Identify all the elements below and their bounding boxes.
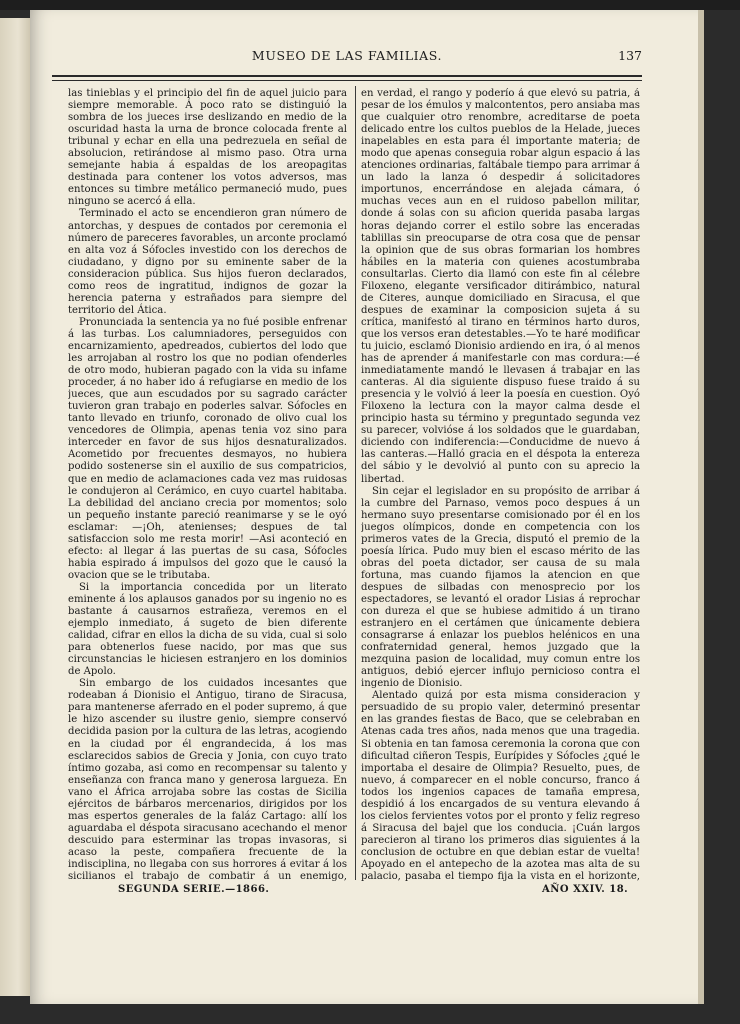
running-header — [52, 48, 642, 68]
page-number: 137 — [618, 48, 642, 63]
header-rule-thick — [52, 75, 642, 77]
paragraph: Pronunciada la sentencia ya no fué posible enfrenar á las turbas. Los calumniadores, perseguidos con encarnizamiento, apedreados, cubiertos del lodo que les arrojaban al rostro los que no podian ofenderles de otro modo, hubieran pagado con la vida su infame proceder, á no haber ido á refugiarse en medio de los jueces, que aun escudados por su sagrado carácter tuvieron gran trabajo en poderles salvar. Sófocles en tanto llevado en triunfo, coronado de olivo cual los vencedores de Olimpia, apenas tenia voz sino para interceder en favor de sus hijos desnaturalizados. Acometido por frecuentes desmayos, no hubiera podido sostenerse sin el auxilio de sus compatricios, que en medio de aclamaciones cada vez mas ruidosas le condujeron al Cerámico, en cuyo cuartel habitaba. La debilidad del anciano crecia por momentos; solo un pequeño instante pareció reanimarse y se le oyó esclamar: —¡Oh, atenienses; despues de tal satisfaccion solo me resta morir! —Asi aconteció en efecto: al llegar á las puertas de su casa, Sófocles habia espirado á impulsos del gozo que le causó la ovacion que se le tributaba. — [68, 316, 347, 581]
text-column-right — [361, 88, 640, 882]
paragraph: Alentado quizá por esta misma consideracion y persuadido de su propio valer, determinó presentar en las grandes fiestas de Baco, que se celebraban en Atenas cada tres años, nada menos que una tragedia. Si obtenia en tan famosa ceremonia la corona que con dificultad ciñeron Tespis, Eurípides y Sófocles ¿qué le importaba el desaire de Olimpia? Resuelto, pues, de nuevo, á comparecer en el noble concurso, franco á todos los ingenios capaces de tamaña empresa, despidió á los encargados de su ventura elevando á los cielos fervientes votos por el pronto y feliz regreso á Siracusa del bajel que los conducia. ¡Cuán largos parecieron al tirano los primeros dias siguientes á la conclusion de octubre en que debian estar de vuelta! Apoyado en el antepecho de la azotea mas alta de su palacio, pasaba el tiempo fija la vista en el horizonte, — [361, 690, 640, 882]
paragraph: Sin cejar el legislador en su propósito de arribar á la cumbre del Parnaso, vemos poco despues á un hermano suyo presentarse comisionado por él en los juegos olímpicos, donde en competencia con los primeros vates de la Grecia, disputó el premio de la poesía lírica. Pudo muy bien el escaso mérito de las obras del poeta dictador, ser causa de su mala fortuna, mas cuando fijamos la atencion en que despues de silbadas con menosprecio por los espectadores, se levantó el orador Lisias á reprochar con dureza el que se hubiese admitido á un tirano estranjero en el certámen que únicamente debiera consagrarse á enlazar los pueblos helénicos en una confraternidad general, hemos juzgado que la mezquina pasion de localidad, muy comun entre los antiguos, debió ejercer influjo pernicioso contra el ingenio de Dionisio. — [361, 485, 640, 690]
header-rule-thin — [52, 80, 642, 81]
footer-series: SEGUNDA SERIE.—1866. — [118, 884, 270, 895]
column-divider — [355, 86, 356, 880]
paragraph: Terminado el acto se encendieron gran número de antorchas, y despues de contados por ceremonia el número de pareceres favorables, un arconte proclamó en alta voz á Sófocles investido con los derechos de ciudadano, y digno por su eminente saber de la consideracion pública. Sus hijos fueron declarados, como reos de ingratitud, indignos de gozar la herencia paterna y estrañados para siempre del territorio del Ática. — [68, 208, 347, 316]
paragraph: Si la importancia concedida por un literato eminente á los aplausos ganados por su ingenio no es bastante á causarnos estrañeza, veremos en el ejemplo inmediato, á sugeto de bien diferente calidad, cifrar en ellos la dicha de su vida, cual si solo para obtenerlos fuese nacido, por mas que sus circunstancias le hiciesen estranjero en los dominios de Apolo. — [68, 581, 347, 678]
paragraph: las tinieblas y el principio del fin de aquel juicio para siempre memorable. Á poco rato se distinguió la sombra de los jueces irse deslizando en medio de la oscuridad hasta la urna de bronce colocada frente al tribunal y echar en ella una pedrezuela en señal de absolucion, retirándose al mismo paso. Otra urna semejante habia á espaldas de los areopagitas destinada para contener los votos adversos, mas entonces su timbre metálico permaneció mudo, pues ninguno se acercó á ella. — [68, 88, 347, 208]
page-right-edge — [698, 10, 704, 1004]
facing-page-edge — [0, 18, 31, 996]
page-title: MUSEO DE LAS FAMILIAS. — [251, 48, 443, 63]
paragraph: Sin embargo de los cuidados incesantes que rodeaban á Dionisio el Antiguo, tirano de Siracusa, para mantenerse aferrado en el poder supremo, á que le hizo ascender su ilustre genio, siempre conservó decidida pasion por la cultura de las letras, acogiendo en la ciudad por él engrandecida, á los mas esclarecidos sabios de Grecia y Jonia, con cuyo trato íntimo gozaba, asi como en recompensar su talento y enseñanza con franca mano y generosa largueza. En vano el África arrojaba sobre las costas de Sicilia ejércitos de bárbaros mercenarios, dirigidos por los mas espertos generales de la faláz Cartago: allí los aguardaba el déspota siracusano acechando el menor descuido para esterminar las tropas invasoras, si acaso la peste, compañera frecuente de la indisciplina, no llegaba con sus horrores á evitar á los sicilianos el trabajo de combatir á un enemigo, — [68, 678, 347, 882]
scan-top-edge — [0, 0, 740, 10]
text-column-left — [68, 88, 347, 882]
paragraph: en verdad, el rango y poderío á que elevó su patria, á pesar de los émulos y malcontentos, pero ansiaba mas que cualquier otro renombre, acreditarse de poeta delicado entre los cultos pueblos de la Helade, jueces inapelables en esta para él importante materia; de modo que apenas conseguia robar algun espacio á las atenciones ordinarias, faltábale tiempo para arrimar á un lado la lanza ó despedir á solicitadores importunos, encerrándose en alejada cámara, ó muchas veces aun en el ruidoso pabellon militar, donde á solas con su aficion querida pasaba largas horas dejando correr el estilo sobre las enceradas tablillas sin preocuparse de otra cosa que de pensar la opinion que de sus obras formarian los hombres hábiles en la materia con quienes acostumbraba consultarlas. Cierto dia llamó con este fin al célebre Filoxeno, elegante versificador ditirámbico, natural de Citeres, aunque domiciliado en Siracusa, el que despues de examinar la composicion sujeta á su crítica, manifestó al tirano en términos harto duros, que los versos eran detestables.—Yo te haré modificar tu juicio, esclamó Dionisio ardiendo en ira, ó al menos has de aprender á manifestarle con mas cordura:—é inmediatamente mandó le llevasen á trabajar en las canteras. Al dia siguiente dispuso fuese traido á su presencia y le volvió á leer la poesía en cuestion. Oyó Filoxeno la lectura con la mayor calma desde el principio hasta su término y preguntado segunda vez su parecer, volvióse á los soldados que le guardaban, diciendo con indiferencia:—Conducidme de nuevo á las canteras.—Halló gracia en el déspota la entereza del sábio y le devolvió al punto con su aprecio la libertad. — [361, 88, 640, 485]
footer-year-number: AÑO XXIV. 18. — [542, 884, 629, 895]
